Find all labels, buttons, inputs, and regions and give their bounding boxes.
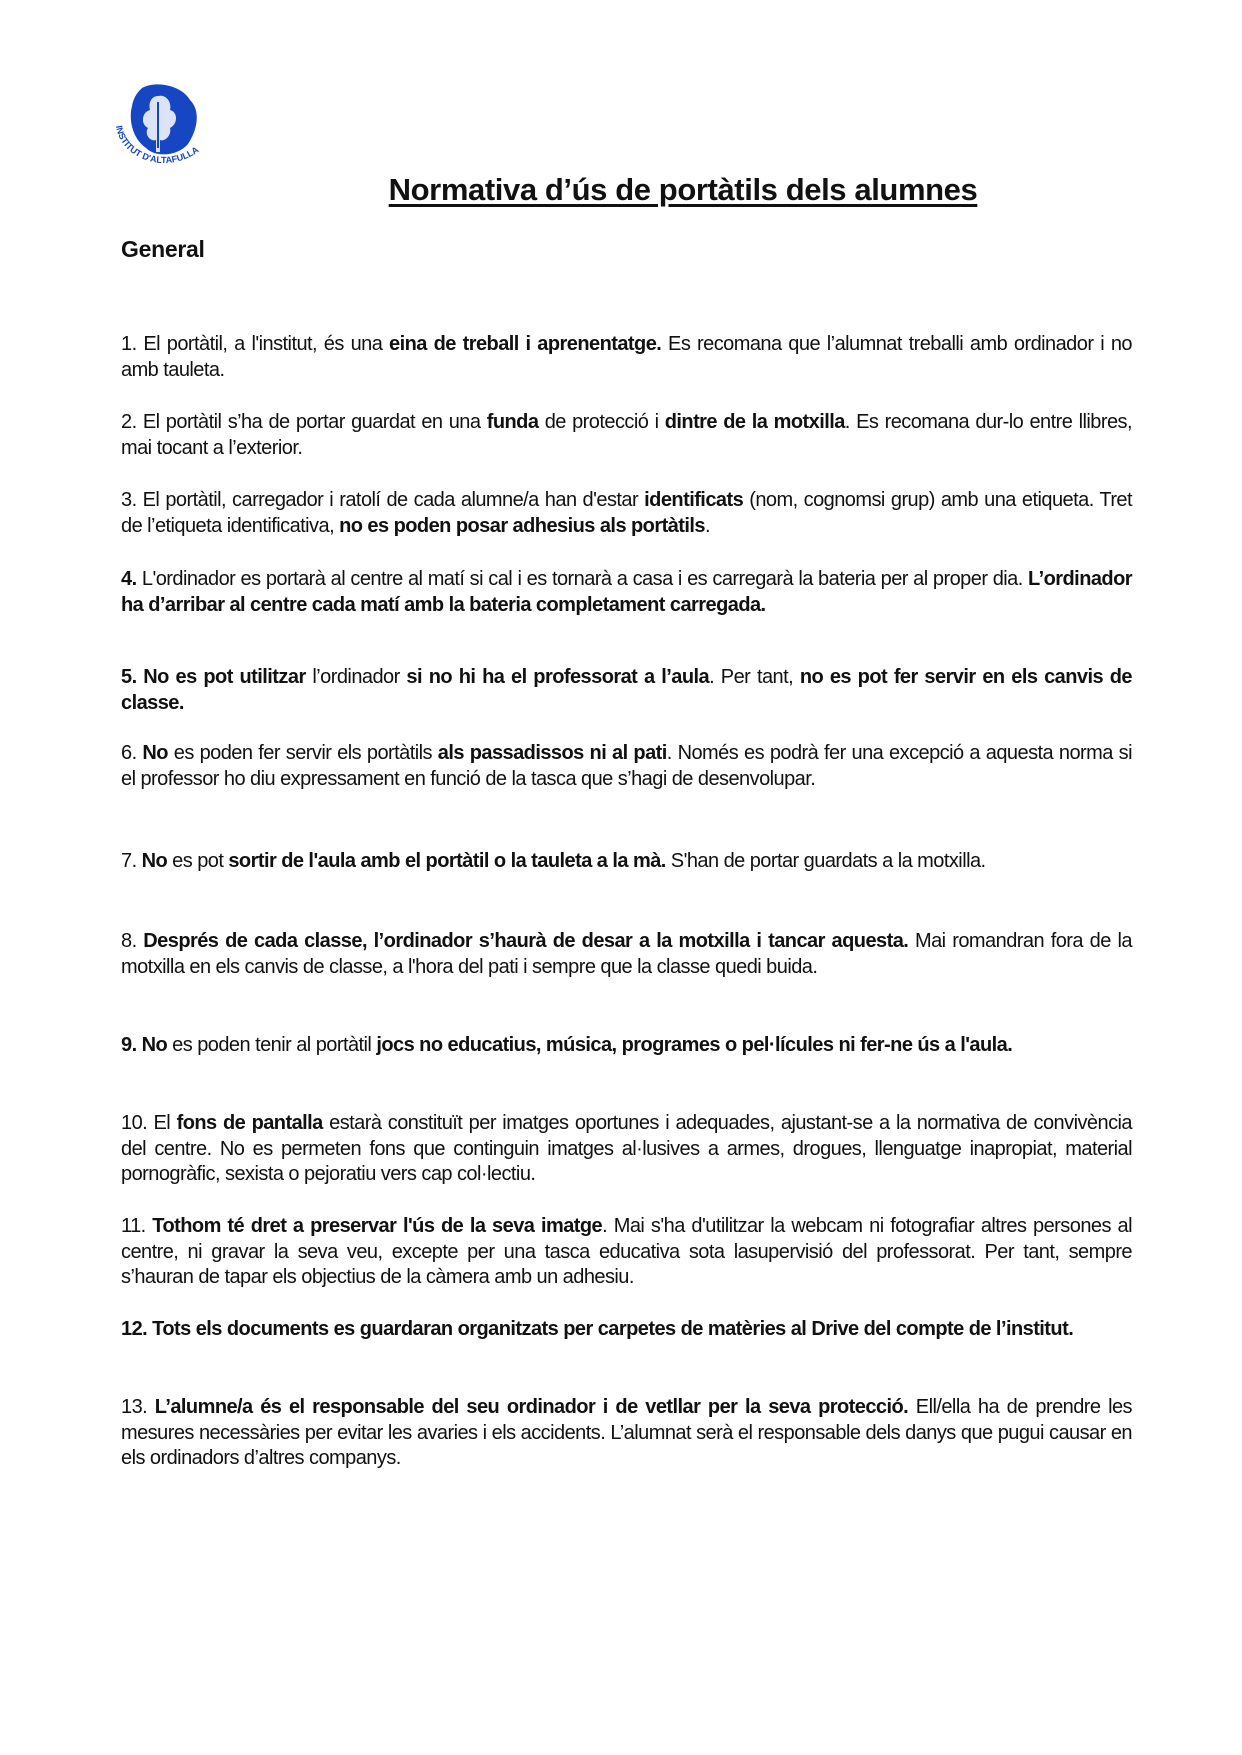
rule-text: L'ordinador es portarà al centre al matí si cal i es tornarà a casa i es carregarà la bateria per al proper dia. — [136, 568, 1029, 590]
rule-text: Ell/ella ha de prendre les mesures necessàries per evitar les avaries i els accidents. L’alumnat serà el responsable dels danys que pugui causar en els ordinadors d’altres companys. — [121, 1396, 1133, 1469]
rule-text-bold: 4. — [121, 568, 137, 590]
rule-item — [121, 1111, 1132, 1188]
rule-text: S'han de portar guardats a la motxilla. — [665, 850, 986, 872]
rule-item — [121, 332, 1132, 383]
rule-text-bold: No — [142, 742, 168, 764]
rule-text-bold: 12. Tots els documents es guardaran organitzats per carpetes de matèries al Drive del compte de l’institut. — [121, 1318, 1074, 1340]
rule-text: de protecció i — [538, 411, 665, 433]
rule-text: . — [704, 514, 710, 537]
rule-text-bold: si no hi ha el professorat a l’aula — [406, 666, 710, 688]
rule-text-bold: 5. No es pot utilitzar — [121, 666, 306, 688]
rule-text: 8. — [121, 930, 144, 952]
rule-text: 7. — [121, 850, 142, 872]
rule-item — [121, 849, 1132, 875]
rule-text-bold: L’ordinador ha d’arribar al centre cada matí amb la bateria completament carregada. — [121, 568, 1132, 616]
rule-text-bold: identificats — [644, 489, 744, 511]
rule-text-bold: no es pot fer servir en els canvis de classe. — [121, 666, 1133, 714]
rule-text-bold: funda — [486, 411, 539, 433]
rule-item — [121, 1214, 1132, 1291]
rule-text: 1. El portàtil, a l'institut, és una — [121, 333, 390, 355]
rule-item — [121, 488, 1132, 539]
rule-text: estarà constituït per imatges oportunes i adequades, ajustant-se a la normativa de convivència del centre. No es permeten fons que continguin imatges al·lusives a armes, drogues, llenguatge inapropiat, material pornogràfic, sexista o pejoratiu vers cap col·lectiu. — [121, 1112, 1132, 1185]
rule-text: l’ordinador — [305, 666, 407, 688]
rule-text-bold: als passadissos ni al pati — [437, 742, 667, 764]
rule-text: . Es recomana dur-lo entre llibres, mai tocant a l’exterior. — [121, 411, 1132, 459]
rule-text: 13. — [121, 1396, 155, 1418]
rule-text: . Mai s'ha d'utilitzar la webcam ni fotografiar altres persones al centre, ni gravar la seva veu, excepte per una tasca educativa sota lasupervisió del professorat. Per tant, sempre s’hauran de tapar els objectius de la càmera amb un adhesiu. — [121, 1215, 1132, 1288]
page-title: Normativa d’ús de portàtils dels alumnes — [388, 172, 978, 207]
rule-item — [121, 410, 1132, 461]
rule-text: Mai romandran fora de la motxilla en els canvis de classe, a l'hora del pati i sempre que la classe quedi buida. — [121, 930, 1132, 978]
rule-item — [121, 1317, 1132, 1343]
rule-item — [121, 741, 1132, 792]
rule-text-bold: dintre de la motxilla — [664, 411, 845, 433]
rule-text: 2. El portàtil s’ha de portar guardat en una — [121, 411, 487, 433]
rule-text: es poden tenir al portàtil — [167, 1034, 377, 1056]
svg-text:INSTITUT D'ALTAFULLA: INSTITUT D'ALTAFULLA — [114, 124, 201, 166]
rule-text-bold: no es poden posar adhesius als portàtils — [339, 514, 705, 537]
rule-text-bold: eina de treball i aprenentatge. — [389, 333, 662, 355]
rule-text-bold: sortir de l'aula amb el portàtil o la tauleta a la mà. — [228, 850, 666, 872]
rule-text-bold: fons de pantalla — [176, 1112, 323, 1134]
rule-text-bold: Després de cada classe, l’ordinador s’haurà de desar a la motxilla i tancar aquesta. — [143, 930, 909, 952]
rule-item — [121, 1395, 1132, 1472]
section-heading: General — [121, 236, 205, 262]
rule-text: . Només es podrà fer una excepció a aquesta norma si el professor ho diu expressament en funció de la tasca que s’hagi de desenvolupar. — [121, 742, 1132, 790]
rule-text-bold: No — [141, 850, 168, 872]
rule-text: . Per tant, — [709, 666, 800, 688]
rule-text: 11. — [121, 1215, 153, 1237]
rule-text: es poden fer servir els portàtils — [167, 742, 438, 764]
rule-text-bold: L’alumne/a és el responsable del seu ordinador i de vetllar per la seva protecció. — [154, 1396, 909, 1418]
rule-text-bold: Tothom té dret a preservar l'ús de la seva imatge — [152, 1215, 603, 1237]
rule-text: Es recomana que l’alumnat treballi amb ordinador i no amb tauleta. — [121, 333, 1132, 381]
rule-item — [121, 665, 1132, 716]
rule-item — [121, 929, 1132, 980]
rule-text: 10. El — [121, 1112, 177, 1134]
rule-text-bold: 9. No — [121, 1034, 168, 1056]
rule-text: 3. El portàtil, carregador i ratolí de cada alumne/a han d'estar — [121, 489, 645, 511]
rule-text-bold: jocs no educatius, música, programes o pel·lícules ni fer-ne ús a l'aula. — [376, 1034, 1013, 1056]
rule-item — [121, 567, 1132, 618]
rule-text: (nom, cognomsi grup) amb una etiqueta. Tret de l’etiqueta identificativa, — [121, 489, 1133, 537]
school-logo — [112, 82, 208, 176]
rule-text: es pot — [167, 850, 229, 872]
rule-text: 6. — [121, 742, 143, 764]
rule-item — [121, 1033, 1132, 1059]
